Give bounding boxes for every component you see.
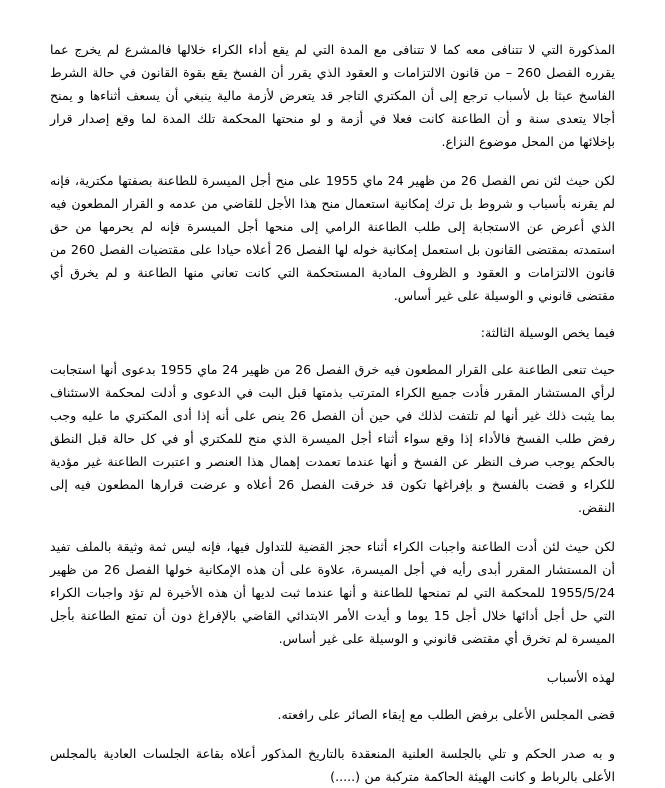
- paragraph-1: المذكورة التي لا تتنافى معه كما لا تتنافى مع المدة التي لم يقع أداء الكراء خلالها فالمشرع لم يخرج عما يقرره الفصل 260 – من قانون الالتزامات و العقود الذي يقرر أن الفسخ يقع بقوة القانون في حالة الشرط الفاسخ عبثا بل لأسباب ترجع إلى أن المكتري التاجر قد يتعرض لأزمة مالية ينبغي أن يسعف أثناءها و يمنح أجالا يتعدى سنة و أن الطاعنة كانت فعلا في أزمة و لو منحتها المحكمة تلك المدة لما وقع إصدار قرار بإخلائها من المحل موضوع النزاع.: [50, 42, 615, 149]
- paragraph-4: لكن حيث لئن أدت الطاعنة واجبات الكراء أثناء حجز القضية للتداول فيها، فإنه ليس ثمة وثيقة بالملف تفيد أن المستشار المقرر أبدى رأيه في أجل الميسرة، علاوة على أن هذه الإمكانية خولها الفصل 26 من ظهير 1955/5/24 للمحكمة التي لم تمنحها للطاعنة و أنها عندما ثبت لديها أن هذه الأخيرة لم تؤد واجبات الكراء التي حل أجل أدائها خلال أجل 15 يوما و أيدت الأمر الابتدائي القاضي بالإفراغ دون أن تمتع الطاعنة بأجل الميسرة لم تخرق أي مقتضى قانوني و الوسيلة على غير أساس.: [50, 539, 615, 646]
- paragraph-3: حيث تنعى الطاعنة على القرار المطعون فيه خرق الفصل 26 من ظهير 24 ماي 1955 بدعوى أنها استجابت لرأي المستشار المقرر فأدت جميع الكراء المترتب بذمتها قبل البت في الدعوى و أدلت لمحكمة الاستئناف بما يثبت ذلك غير أنها لم تلتفت لذلك في حين أن الفصل 26 ينص على أنه إذا أدى المكتري ما عليه وجب رفض طلب الفسخ فالأداء إذا وقع سواء أثناء أجل الميسرة الذي منح للمكتري أو في كل حالة قبل النطق بالحكم يوجب صرف النظر عن الفسخ و أنها عندما تعمدت إهمال هذا العنصر و اعتبرت الطاعنة غير مؤدية للكراء و قضت بالفسخ و بإفراغها تكون قد خرقت الفصل 26 أعلاه و عرضت قرارها المطعون فيه إلى النقض.: [50, 362, 616, 515]
- section-heading-third-ground: فيما يخص الوسيلة الثالثة:: [480, 325, 615, 340]
- closing-paragraph: و به صدر الحكم و تلي بالجلسة العلنية المنعقدة بالتاريخ المذكور أعلاه بقاعة الجلسات العادية بالمجلس الأعلى بالرباط و كانت الهيئة الحاكمة متركبة من (.....): [50, 746, 615, 784]
- ruling-paragraph: قضى المجلس الأعلى برفض الطلب مع إبقاء الصائر على رافعته.: [277, 707, 615, 722]
- paragraph-2: لكن حيث لئن نص الفصل 26 من ظهير 24 ماي 1955 على منح أجل الميسرة للطاعنة بصفتها مكترية، فإنه لم يقرنه بأسباب و شروط بل ترك إمكانية استعمال منح هذا الأجل للقاضي من عدمه و القرار المطعون فيه الذي أعرض عن الاستجابة إلى طلب الطاعنة الرامي إلى منحها أجل الميسرة فإنه لم يحرمها من حق استمدته بمقتضى القانون بل استعمل إمكانية خوله لها الفصل 26 أعلاه حيادا على مقتضيات الفصل 260 من قانون الالتزامات و العقود و الظروف المادية المستحكمة التي كانت تعاني منها الطاعنة و لم يخرق أي مقتضى قانوني و الوسيلة على غير أساس.: [50, 173, 615, 303]
- section-heading-reasons: لهذه الأسباب: [546, 670, 615, 685]
